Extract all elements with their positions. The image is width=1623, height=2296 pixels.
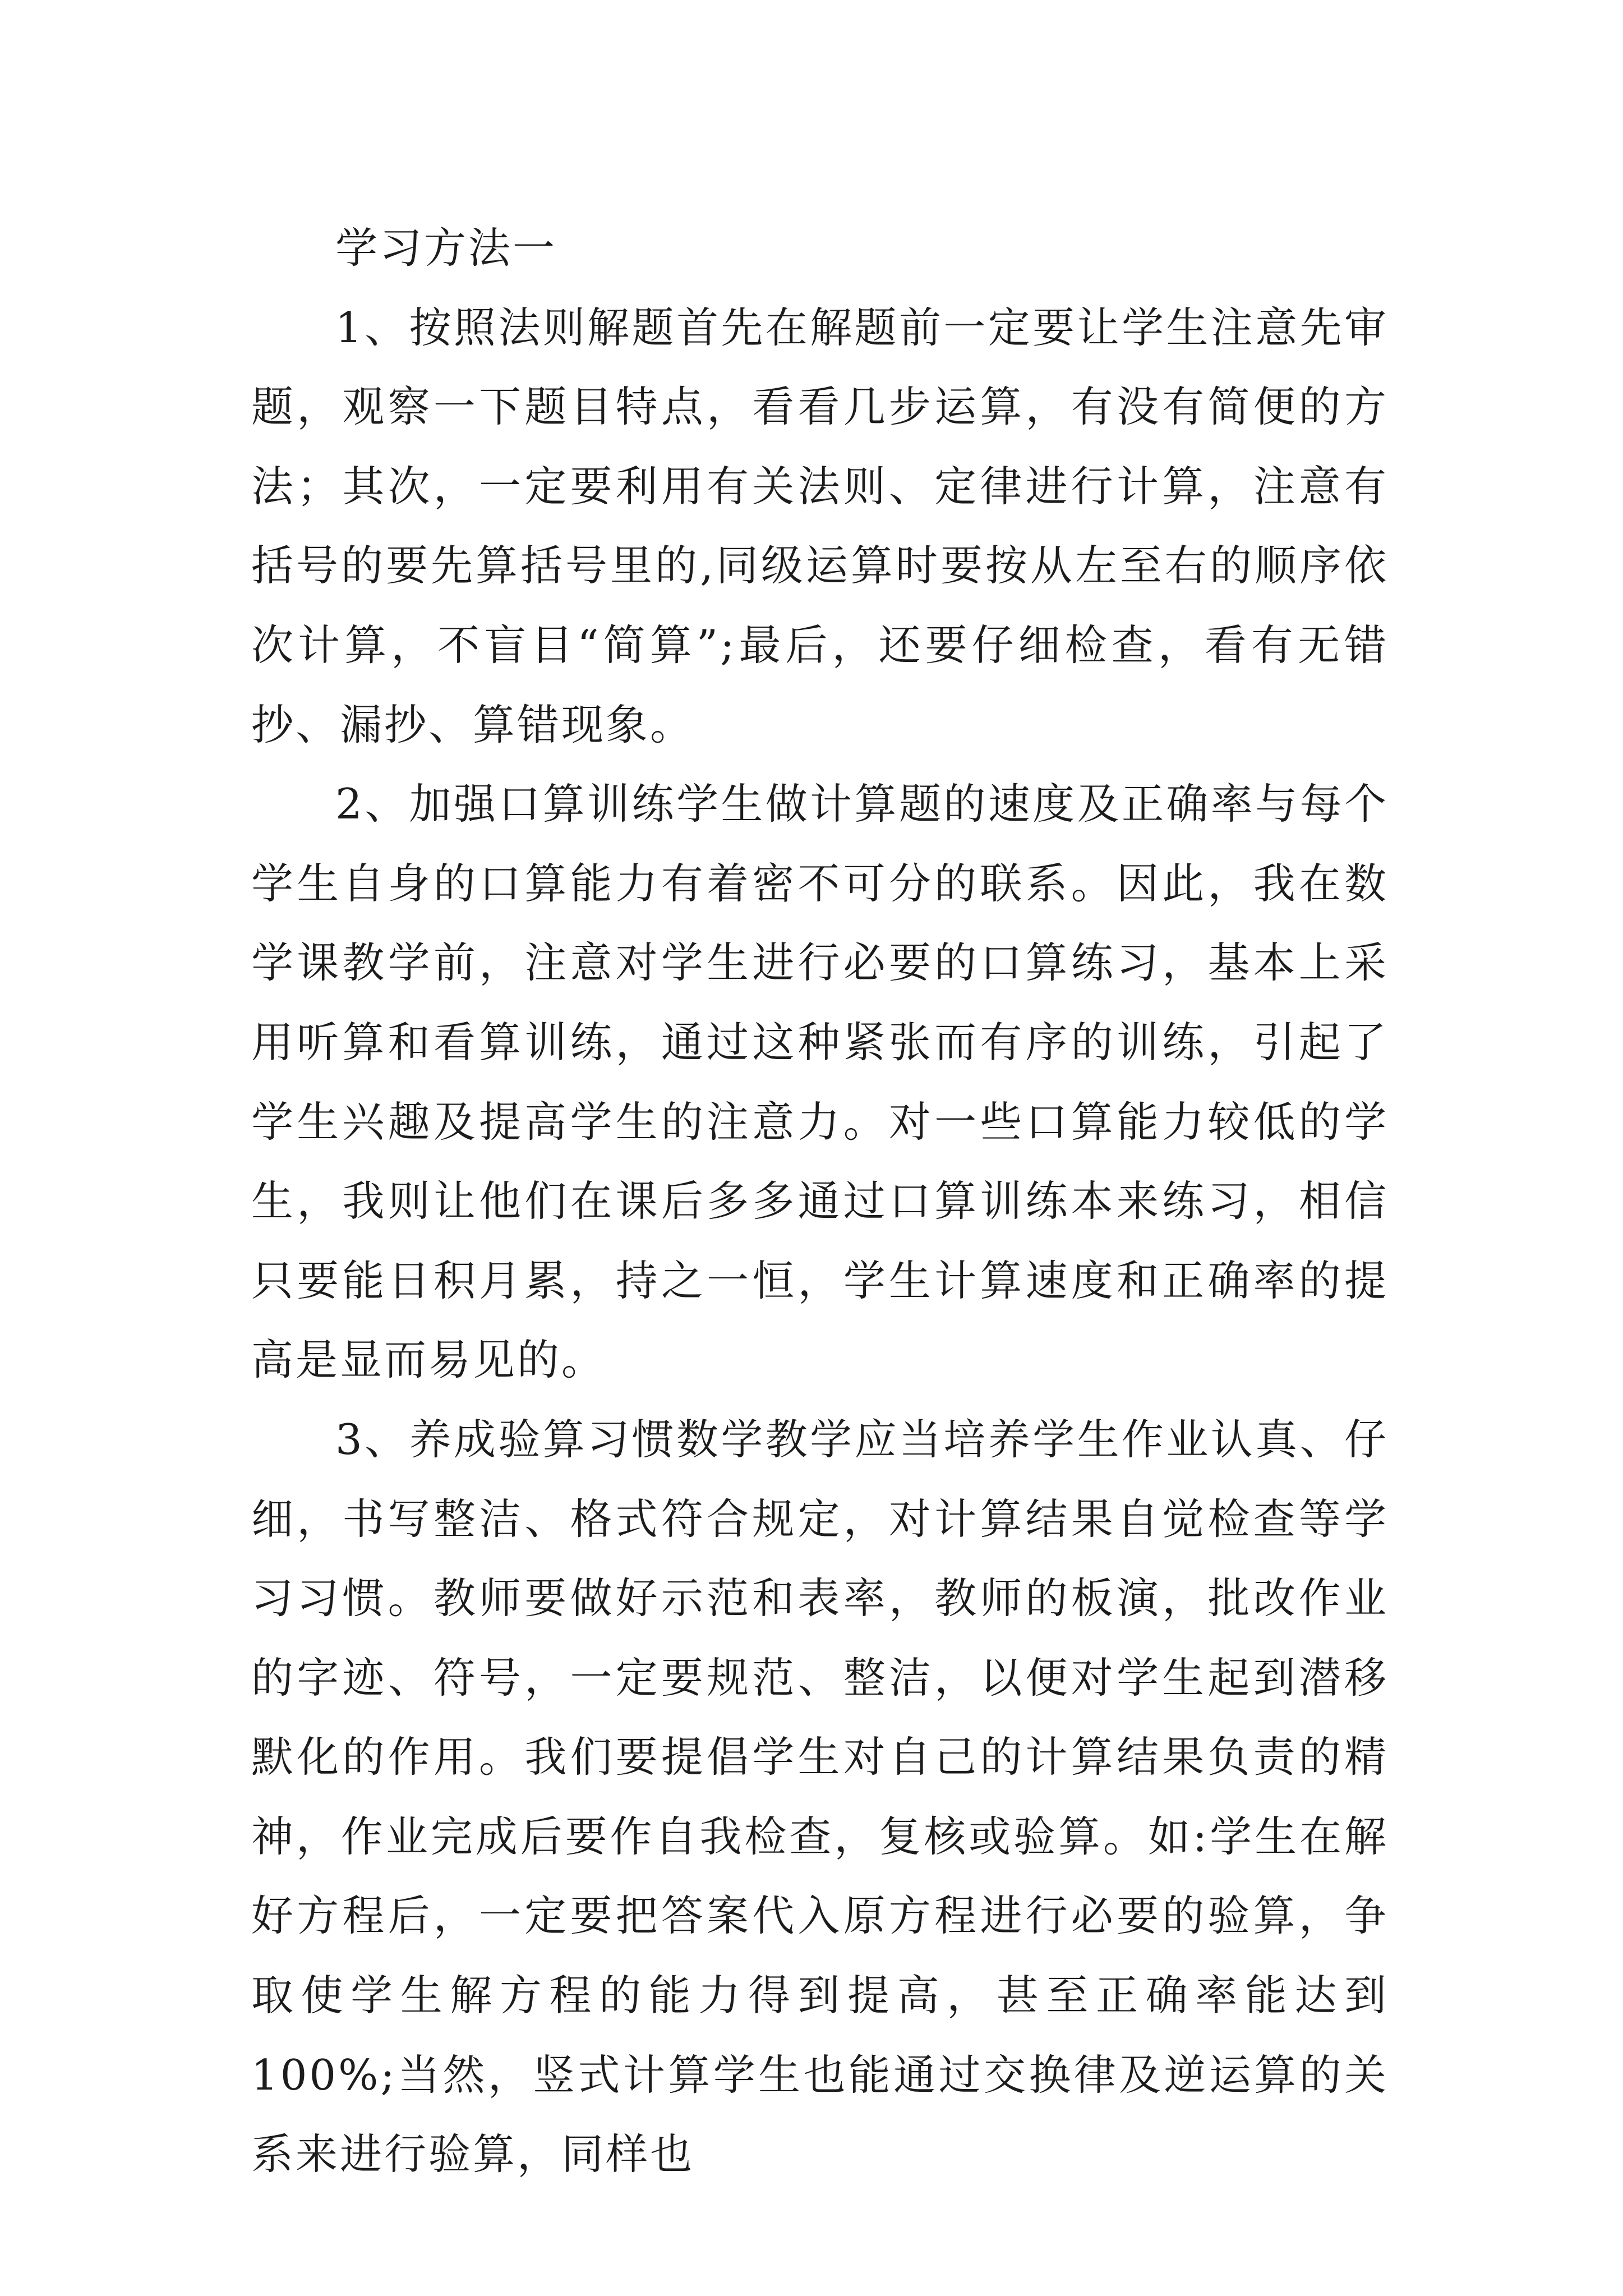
document-body xyxy=(251,209,1389,2194)
section-heading: 学习方法一 xyxy=(335,223,557,273)
paragraph-3: 3、养成验算习惯数学教学应当培养学生作业认真、仔细，书写整洁、格式符合规定，对计算结果自觉检查等学习习惯。教师要做好示范和表率，教师的板演，批改作业的字迹、符号，一定要规范、整洁，以便对学生起到潜移默化的作用。我们要提倡学生对自己的计算结果负责的精神，作业完成后要作自我检查，复核或验算。如:学生在解好方程后，一定要把答案代入原方程进行必要的验算，争取使学生解方程的能力得到提高，甚至正确率能达到100%;当然，竖式计算学生也能通过交换律及逆运算的关系来进行验算，同样也 xyxy=(251,1414,1389,2179)
paragraph-1: 1、按照法则解题首先在解题前一定要让学生注意先审题，观察一下题目特点，看看几步运算，有没有简便的方法；其次，一定要利用有关法则、定律进行计算，注意有括号的要先算括号里的,同级运算时要按从左至右的顺序依次计算，不盲目“简算”;最后，还要仔细检查，看有无错抄、漏抄、算错现象。 xyxy=(251,302,1389,749)
paragraph-2: 2、加强口算训练学生做计算题的速度及正确率与每个学生自身的口算能力有着密不可分的联系。因此，我在数学课教学前，注意对学生进行必要的口算练习，基本上采用听算和看算训练，通过这种紧张而有序的训练，引起了学生兴趣及提高学生的注意力。对一些口算能力较低的学生，我则让他们在课后多多通过口算训练本来练习，相信只要能日积月累，持之一恒，学生计算速度和正确率的提高是显而易见的。 xyxy=(251,779,1389,1385)
